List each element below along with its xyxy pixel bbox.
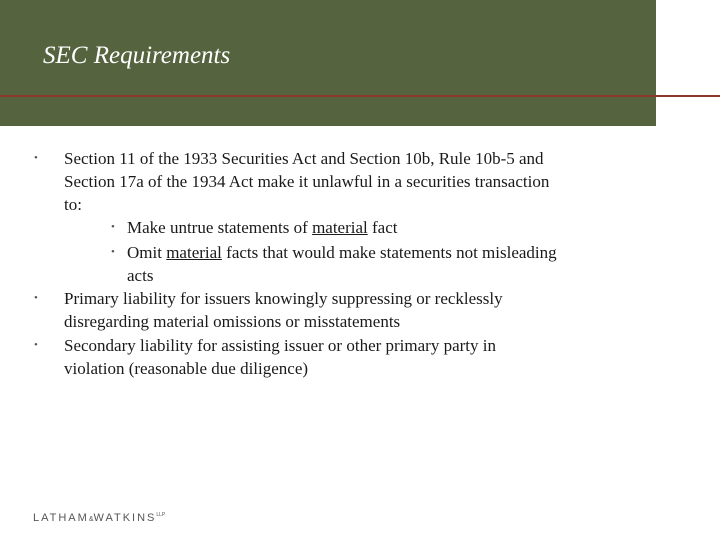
company-logo [33, 512, 165, 524]
bullet-line: to: [64, 195, 82, 214]
bullet-icon: • [34, 152, 38, 164]
bullet-line: disregarding material omissions or misstatements [64, 312, 401, 331]
bullet-line: Primary liability for issuers knowingly suppressing or recklessly [64, 289, 503, 308]
sub-bullet-text: Make untrue statements of [127, 218, 313, 237]
sub-bullet-text: fact [367, 218, 398, 237]
bullet-icon: • [34, 339, 38, 351]
sub-bullet-untrue-statements [127, 216, 398, 239]
bullet-item-secondary-liability [64, 334, 496, 380]
bullet-line: Section 11 of the 1933 Securities Act and Section 10b, Rule 10b-5 and [64, 149, 544, 168]
bullet-item-sec-acts [64, 147, 549, 216]
bullet-line: Secondary liability for assisting issuer or other primary party in [64, 336, 496, 355]
sub-bullet-icon: • [111, 221, 115, 233]
logo-llp: LLP [156, 512, 166, 518]
logo-ampersand: & [88, 516, 94, 523]
sub-bullet-icon: • [111, 246, 115, 258]
header-divider [0, 95, 720, 97]
page-title: SEC Requirements [43, 42, 231, 69]
sub-bullet-text: facts that would make statements not misleading [221, 243, 557, 262]
underlined-term: material [312, 218, 368, 237]
bullet-icon: • [34, 292, 38, 304]
logo-text: WATKINS [93, 512, 157, 524]
bullet-item-primary-liability [64, 287, 503, 333]
sub-bullet-omit-facts [127, 241, 557, 287]
sub-bullet-text: Omit [127, 243, 167, 262]
bullet-line: violation (reasonable due diligence) [64, 359, 309, 378]
title-banner [0, 0, 656, 126]
underlined-term: material [166, 243, 222, 262]
logo-text: LATHAM [33, 512, 89, 524]
sub-bullet-continuation: acts [127, 266, 154, 285]
bullet-line: Section 17a of the 1934 Act make it unlawful in a securities transaction [64, 172, 550, 191]
